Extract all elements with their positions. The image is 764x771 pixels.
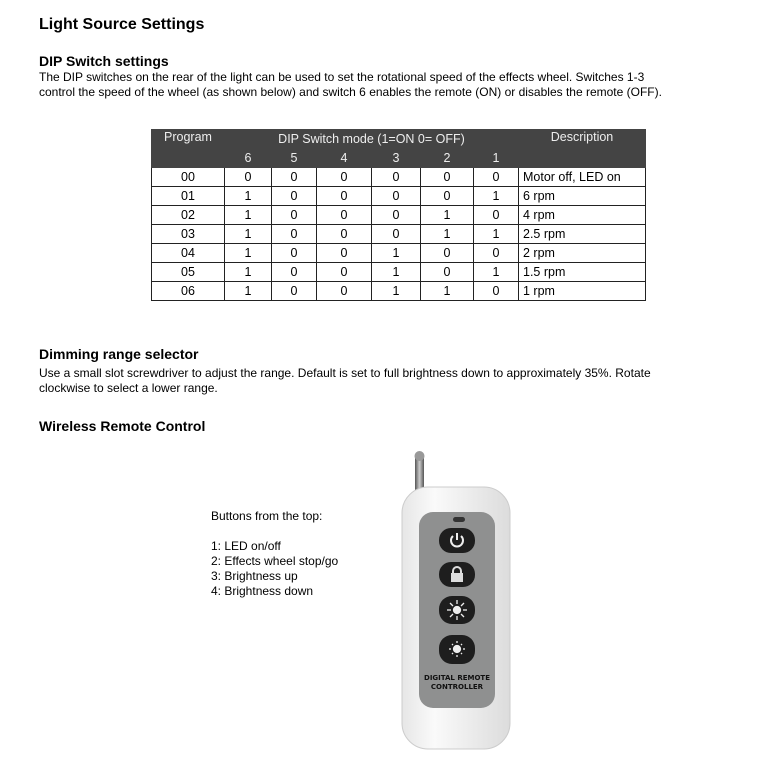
button-list-item: 4: Brightness down xyxy=(211,584,314,598)
switch-cell: 0 xyxy=(372,225,421,244)
dip-paragraph-line: The DIP switches on the rear of the light can be used to set the rotational speed of the effects wheel. Switches 1-3 xyxy=(39,70,645,84)
description-cell: 2.5 rpm xyxy=(519,225,646,244)
program-cell: 00 xyxy=(152,168,225,187)
description-cell: 4 rpm xyxy=(519,206,646,225)
description-cell: Motor off, LED on xyxy=(519,168,646,187)
switch-cell: 1 xyxy=(225,225,272,244)
switch-cell: 0 xyxy=(317,282,372,301)
switch-cell: 1 xyxy=(421,225,474,244)
switch-cell: 0 xyxy=(474,244,519,263)
brightness-up-icon xyxy=(447,600,467,620)
button-list-item: 2: Effects wheel stop/go xyxy=(211,554,339,568)
dimming-paragraph-line: clockwise to select a lower range. xyxy=(39,381,218,395)
remote-label: CONTROLLER xyxy=(430,683,484,691)
remote-control-image xyxy=(395,447,525,757)
switch-cell: 0 xyxy=(317,263,372,282)
switch-cell: 1 xyxy=(225,187,272,206)
buttons-intro: Buttons from the top: xyxy=(211,509,323,523)
description-cell: 2 rpm xyxy=(519,244,646,263)
switch-cell: 0 xyxy=(372,206,421,225)
table-row xyxy=(152,244,646,263)
header-switch: 5 xyxy=(272,149,317,168)
switch-cell: 0 xyxy=(421,187,474,206)
switch-cell: 1 xyxy=(474,187,519,206)
remote-button-lock xyxy=(439,562,475,587)
header-switch: 3 xyxy=(372,149,421,168)
table-row xyxy=(152,206,646,225)
description-cell: 6 rpm xyxy=(519,187,646,206)
dip-heading: DIP Switch settings xyxy=(39,53,169,69)
switch-cell: 0 xyxy=(272,206,317,225)
switch-cell: 0 xyxy=(372,168,421,187)
button-list-item: 1: LED on/off xyxy=(211,539,281,553)
header-description: Description xyxy=(519,130,646,168)
switch-cell: 0 xyxy=(474,282,519,301)
button-list-item: 3: Brightness up xyxy=(211,569,298,583)
program-cell: 05 xyxy=(152,263,225,282)
header-switch: 1 xyxy=(474,149,519,168)
header-program: Program xyxy=(152,130,225,168)
switch-cell: 0 xyxy=(272,263,317,282)
switch-cell: 1 xyxy=(225,282,272,301)
switch-cell: 0 xyxy=(317,225,372,244)
program-cell: 02 xyxy=(152,206,225,225)
table-row xyxy=(152,187,646,206)
switch-cell: 0 xyxy=(317,244,372,263)
button-list xyxy=(211,509,338,599)
remote-heading: Wireless Remote Control xyxy=(39,418,206,434)
header-switch: 4 xyxy=(317,149,372,168)
switch-cell: 0 xyxy=(272,168,317,187)
table-row xyxy=(152,282,646,301)
switch-cell: 0 xyxy=(372,187,421,206)
remote-button-power xyxy=(439,528,475,553)
remote-button-brightness-up xyxy=(439,596,475,624)
switch-cell: 1 xyxy=(474,225,519,244)
switch-cell: 1 xyxy=(372,263,421,282)
remote-button-brightness-down xyxy=(439,635,475,664)
switch-cell: 1 xyxy=(372,244,421,263)
switch-cell: 1 xyxy=(372,282,421,301)
switch-cell: 0 xyxy=(272,244,317,263)
remote-label: DIGITAL REMOTE xyxy=(424,674,490,682)
dimming-paragraph-line: Use a small slot screwdriver to adjust the range. Default is set to full brightness down to approximately 35%. Rotate xyxy=(39,366,651,380)
table-row xyxy=(152,263,646,282)
table-row xyxy=(152,225,646,244)
dip-paragraph-line: control the speed of the wheel (as shown below) and switch 6 enables the remote (ON) or disables the remote (OFF). xyxy=(39,85,662,99)
dip-switch-table xyxy=(151,129,646,301)
switch-cell: 0 xyxy=(317,187,372,206)
header-switch: 2 xyxy=(421,149,474,168)
switch-cell: 0 xyxy=(272,225,317,244)
page-title: Light Source Settings xyxy=(39,16,205,33)
switch-cell: 0 xyxy=(421,244,474,263)
switch-cell: 0 xyxy=(272,187,317,206)
switch-cell: 0 xyxy=(421,263,474,282)
description-cell: 1.5 rpm xyxy=(519,263,646,282)
dimming-heading: Dimming range selector xyxy=(39,346,199,362)
switch-cell: 1 xyxy=(474,263,519,282)
switch-cell: 0 xyxy=(272,282,317,301)
switch-cell: 0 xyxy=(317,168,372,187)
program-cell: 01 xyxy=(152,187,225,206)
switch-cell: 1 xyxy=(225,244,272,263)
switch-cell: 0 xyxy=(421,168,474,187)
switch-cell: 0 xyxy=(474,206,519,225)
led-indicator xyxy=(453,517,465,522)
dimming-paragraph xyxy=(39,366,651,396)
switch-cell: 1 xyxy=(225,263,272,282)
switch-cell: 1 xyxy=(421,282,474,301)
header-switch: 6 xyxy=(225,149,272,168)
program-cell: 06 xyxy=(152,282,225,301)
program-cell: 03 xyxy=(152,225,225,244)
description-cell: 1 rpm xyxy=(519,282,646,301)
program-cell: 04 xyxy=(152,244,225,263)
switch-cell: 0 xyxy=(317,206,372,225)
header-mode: DIP Switch mode (1=ON 0= OFF) xyxy=(225,130,519,149)
switch-cell: 0 xyxy=(474,168,519,187)
switch-cell: 1 xyxy=(225,206,272,225)
switch-cell: 0 xyxy=(225,168,272,187)
switch-cell: 1 xyxy=(421,206,474,225)
dip-paragraph xyxy=(39,70,662,100)
table-row xyxy=(152,168,646,187)
